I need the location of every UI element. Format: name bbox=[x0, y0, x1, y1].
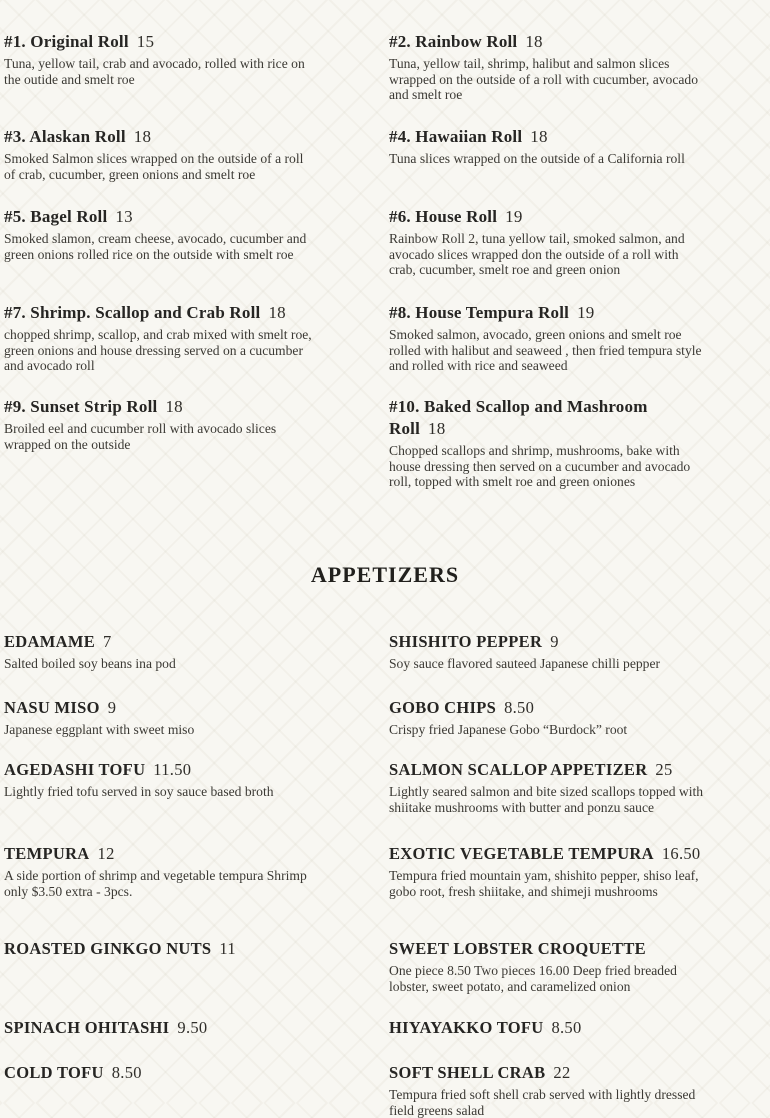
menu-item bbox=[389, 938, 707, 994]
item-heading bbox=[389, 126, 707, 148]
item-description: Crispy fried Japanese Gobo “Burdock” root bbox=[389, 722, 628, 737]
item-heading bbox=[389, 938, 707, 960]
item-name: #2. Rainbow Roll bbox=[389, 32, 518, 51]
menu-item bbox=[389, 759, 707, 815]
item-price: 18 bbox=[165, 397, 183, 416]
item-price: 8.50 bbox=[551, 1018, 582, 1037]
item-name: ROASTED GINKGO NUTS bbox=[4, 939, 212, 958]
item-heading bbox=[4, 302, 316, 324]
item-price: 18 bbox=[525, 32, 543, 51]
item-name: #1. Original Roll bbox=[4, 32, 129, 51]
item-name: SPINACH OHITASHI bbox=[4, 1018, 170, 1037]
menu-item bbox=[389, 126, 707, 167]
item-name: SWEET LOBSTER CROQUETTE bbox=[389, 939, 646, 958]
item-description: Tuna, yellow tail, shrimp, halibut and salmon slices wrapped on the outside of a roll with cucumber, avocado and smelt roe bbox=[389, 56, 698, 103]
menu-item bbox=[389, 302, 707, 374]
menu-item bbox=[4, 31, 316, 87]
item-price: 12 bbox=[97, 844, 115, 863]
menu-item bbox=[389, 396, 707, 490]
item-description: Tempura fried mountain yam, shishito pepper, shiso leaf, gobo root, fresh shiitake, and shimeji mushrooms bbox=[389, 868, 699, 899]
item-description: Japanese eggplant with sweet miso bbox=[4, 722, 195, 737]
item-heading bbox=[4, 396, 316, 418]
item-name: SHISHITO PEPPER bbox=[389, 632, 543, 651]
item-description: Soy sauce flavored sauteed Japanese chilli pepper bbox=[389, 656, 661, 671]
item-name: HIYAYAKKO TOFU bbox=[389, 1018, 544, 1037]
menu-item bbox=[389, 1062, 707, 1118]
item-price: 19 bbox=[577, 303, 595, 322]
item-price: 8.50 bbox=[504, 698, 535, 717]
item-description: Chopped scallops and shrimp, mushrooms, bake with house dressing then served on a cucumber and avocado roll, topped with smelt roe and green oniones bbox=[389, 443, 691, 490]
item-price: 11.50 bbox=[153, 760, 192, 779]
item-description: Tuna slices wrapped on the outside of a California roll bbox=[389, 151, 685, 166]
item-price: 9 bbox=[107, 698, 117, 717]
item-name: NASU MISO bbox=[4, 698, 100, 717]
item-heading bbox=[389, 206, 707, 228]
item-price: 16.50 bbox=[661, 844, 701, 863]
item-heading bbox=[389, 396, 707, 440]
item-heading bbox=[4, 759, 316, 781]
item-description: Tuna, yellow tail, crab and avocado, rolled with rice on the outide and smelt roe bbox=[4, 56, 305, 87]
item-heading bbox=[389, 631, 707, 653]
item-heading bbox=[4, 206, 316, 228]
item-name: TEMPURA bbox=[4, 844, 90, 863]
item-heading bbox=[4, 938, 316, 960]
menu-item bbox=[389, 843, 707, 899]
menu-item bbox=[4, 759, 316, 800]
item-price: 25 bbox=[655, 760, 673, 779]
item-name: COLD TOFU bbox=[4, 1063, 104, 1082]
appetizers-section-title: APPETIZERS bbox=[310, 562, 460, 587]
item-description: A side portion of shrimp and vegetable tempura Shrimp only $3.50 extra - 3pcs. bbox=[4, 868, 307, 899]
item-heading bbox=[389, 843, 707, 865]
menu-item bbox=[389, 206, 707, 278]
item-heading bbox=[4, 843, 316, 865]
item-heading bbox=[389, 1017, 707, 1039]
item-price: 18 bbox=[530, 127, 548, 146]
item-heading bbox=[4, 126, 316, 148]
item-description: Lightly fried tofu served in soy sauce based broth bbox=[4, 784, 274, 799]
item-description: Lightly seared salmon and bite sized scallops topped with shiitake mushrooms with butter and ponzu sauce bbox=[389, 784, 704, 815]
item-description: One piece 8.50 Two pieces 16.00 Deep fried breaded lobster, sweet potato, and caramelized onion bbox=[389, 963, 677, 994]
item-heading bbox=[389, 31, 707, 53]
item-price: 22 bbox=[553, 1063, 571, 1082]
menu-item bbox=[4, 206, 316, 262]
item-description: chopped shrimp, scallop, and crab mixed with smelt roe, green onions and house dressing served on a cucumber and avocado roll bbox=[4, 327, 312, 374]
item-name: #6. House Roll bbox=[389, 207, 498, 226]
item-price: 9 bbox=[550, 632, 559, 651]
menu-item bbox=[4, 396, 316, 452]
menu-item bbox=[4, 126, 316, 182]
item-price: 15 bbox=[136, 32, 155, 51]
item-heading bbox=[4, 31, 316, 53]
menu-item bbox=[4, 1017, 316, 1042]
item-price: 19 bbox=[505, 207, 523, 226]
item-description: Salted boiled soy beans ina pod bbox=[4, 656, 176, 671]
item-heading bbox=[389, 1062, 707, 1084]
item-name: #8. House Tempura Roll bbox=[389, 303, 570, 322]
item-name: #7. Shrimp. Scallop and Crab Roll bbox=[4, 303, 261, 322]
item-name: AGEDASHI TOFU bbox=[4, 760, 146, 779]
menu-item bbox=[4, 302, 316, 374]
item-description: Smoked Salmon slices wrapped on the outside of a roll of crab, cucumber, green onions and smelt roe bbox=[4, 151, 304, 182]
item-heading bbox=[4, 1017, 316, 1039]
item-heading bbox=[4, 697, 316, 719]
item-name: EXOTIC VEGETABLE TEMPURA bbox=[389, 844, 654, 863]
menu-item bbox=[4, 938, 316, 963]
item-heading bbox=[4, 631, 316, 653]
item-price: 9.50 bbox=[177, 1018, 208, 1037]
item-price: 11 bbox=[219, 939, 236, 958]
menu-item bbox=[389, 31, 707, 103]
menu-item bbox=[389, 1017, 707, 1042]
item-description: Smoked slamon, cream cheese, avocado, cucumber and green onions rolled rice on the outside with smelt roe bbox=[4, 231, 307, 262]
menu-item bbox=[4, 1062, 316, 1087]
item-price: 18 bbox=[268, 303, 286, 322]
item-price: 7 bbox=[103, 632, 112, 651]
item-heading bbox=[4, 1062, 316, 1084]
item-name: #9. Sunset Strip Roll bbox=[4, 397, 158, 416]
item-price: 8.50 bbox=[111, 1063, 142, 1082]
item-description: Smoked salmon, avocado, green onions and smelt roe rolled with halibut and seaweed , then fried tempura style and rolled with rice and seaweed bbox=[389, 327, 702, 374]
item-name: #10. Baked Scallop and Mashroom Roll bbox=[389, 397, 648, 438]
item-name: EDAMAME bbox=[4, 632, 96, 651]
menu-item bbox=[389, 631, 707, 672]
item-name: #5. Bagel Roll bbox=[4, 207, 108, 226]
item-description: Tempura fried soft shell crab served with lightly dressed field greens salad bbox=[389, 1087, 696, 1118]
item-heading bbox=[389, 302, 707, 324]
item-name: SALMON SCALLOP APPETIZER bbox=[389, 760, 648, 779]
menu-item bbox=[4, 697, 316, 738]
item-description: Rainbow Roll 2, tuna yellow tail, smoked salmon, and avocado slices wrapped don the outside of a roll with crab, cucumber, smelt roe and green onion bbox=[389, 231, 685, 278]
item-name: GOBO CHIPS bbox=[389, 698, 497, 717]
menu-item bbox=[4, 631, 316, 672]
item-price: 18 bbox=[133, 127, 152, 146]
item-name: #3. Alaskan Roll bbox=[4, 127, 126, 146]
item-name: #4. Hawaiian Roll bbox=[389, 127, 523, 146]
item-heading bbox=[389, 697, 707, 719]
item-name: SOFT SHELL CRAB bbox=[389, 1063, 546, 1082]
item-price: 13 bbox=[115, 207, 133, 226]
item-heading bbox=[389, 759, 707, 781]
item-description: Broiled eel and cucumber roll with avocado slices wrapped on the outside bbox=[4, 421, 277, 452]
menu-item bbox=[4, 843, 316, 899]
menu-item bbox=[389, 697, 707, 738]
item-price: 18 bbox=[428, 419, 446, 438]
